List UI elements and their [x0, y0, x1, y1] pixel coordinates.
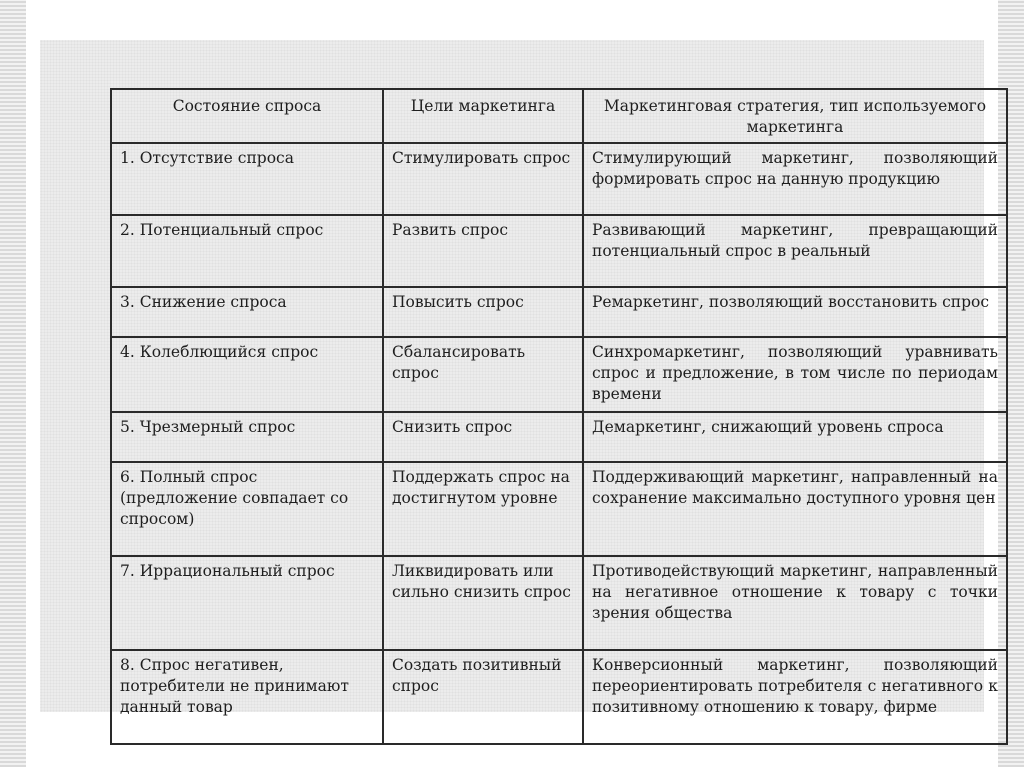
- cell-demand-state: 7. Иррациональный спрос: [111, 556, 383, 650]
- table-row: [111, 287, 1007, 337]
- table-row: [111, 650, 1007, 744]
- header-marketing-strategy: Маркетинговая стратегия, тип используемого маркетинга: [583, 89, 1007, 143]
- slide-border-left: [0, 0, 26, 767]
- cell-marketing-strategy: Конверсионный маркетинг, позволяющий переориентировать потребителя с негативного к позитивному отношению к товару, фирме: [583, 650, 1007, 744]
- cell-marketing-strategy: Развивающий маркетинг, превращающий потенциальный спрос в реальный: [583, 215, 1007, 287]
- cell-marketing-goal: Сбалансировать спрос: [383, 337, 583, 412]
- cell-marketing-strategy: Ремаркетинг, позволяющий восстановить спрос: [583, 287, 1007, 337]
- cell-demand-state: 3. Снижение спроса: [111, 287, 383, 337]
- cell-marketing-goal: Повысить спрос: [383, 287, 583, 337]
- table-row: [111, 412, 1007, 462]
- cell-demand-state: 8. Спрос негативен, потребители не принимают данный товар: [111, 650, 383, 744]
- table-header-row: [111, 89, 1007, 143]
- cell-marketing-goal: Стимулировать спрос: [383, 143, 583, 215]
- cell-marketing-goal: Поддержать спрос на достигнутом уровне: [383, 462, 583, 556]
- cell-marketing-strategy: Противодействующий маркетинг, направленный на негативное отношение к товару с точки зрения общества: [583, 556, 1007, 650]
- cell-marketing-strategy: Стимулирующий маркетинг, позволяющий формировать спрос на данную продукцию: [583, 143, 1007, 215]
- scanned-page: [40, 40, 998, 716]
- cell-marketing-goal: Ликвидировать или сильно снизить спрос: [383, 556, 583, 650]
- table-row: [111, 556, 1007, 650]
- cell-marketing-goal: Снизить спрос: [383, 412, 583, 462]
- demand-strategy-table: [110, 88, 1008, 745]
- table-row: [111, 337, 1007, 412]
- header-marketing-goal: Цели маркетинга: [383, 89, 583, 143]
- cell-demand-state: 4. Колеблющийся спрос: [111, 337, 383, 412]
- cell-marketing-strategy: Синхромаркетинг, позволяющий уравнивать спрос и предложение, в том числе по периодам времени: [583, 337, 1007, 412]
- table-row: [111, 215, 1007, 287]
- table-row: [111, 462, 1007, 556]
- cell-marketing-strategy: Поддерживающий маркетинг, направленный на сохранение максимально доступного уровня цен: [583, 462, 1007, 556]
- cell-demand-state: 2. Потенциальный спрос: [111, 215, 383, 287]
- cell-marketing-strategy: Демаркетинг, снижающий уровень спроса: [583, 412, 1007, 462]
- cell-demand-state: 6. Полный спрос (предложение совпадает со спросом): [111, 462, 383, 556]
- header-demand-state: Состояние спроса: [111, 89, 383, 143]
- cell-marketing-goal: Создать позитивный спрос: [383, 650, 583, 744]
- cell-marketing-goal: Развить спрос: [383, 215, 583, 287]
- cell-demand-state: 1. Отсутствие спроса: [111, 143, 383, 215]
- cell-demand-state: 5. Чрезмерный спрос: [111, 412, 383, 462]
- table-row: [111, 143, 1007, 215]
